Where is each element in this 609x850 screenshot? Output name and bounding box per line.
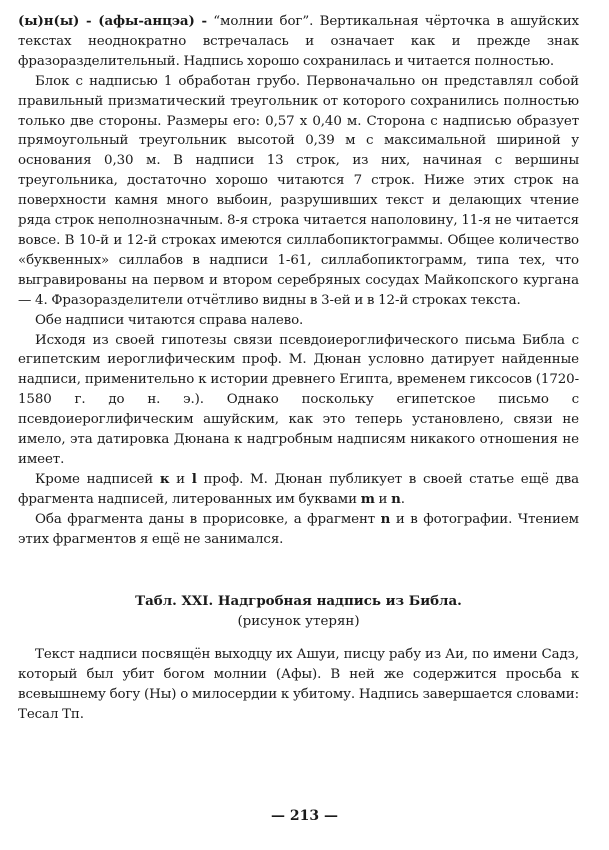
paragraph-5-end: . bbox=[400, 491, 405, 507]
paragraph-5-and-a: и bbox=[169, 471, 192, 487]
paragraph-6-text-a: Оба фрагмента даны в прорисовке, а фрагмент bbox=[35, 511, 381, 527]
paragraph-5-text-a: Кроме надписей bbox=[35, 471, 160, 487]
paragraph-7: Текст надписи посвящён выходцу их Ашуи, писцу рабу из Аи, по имени Садз, который был убит богом молнии (Афы). В ней же содержится просьба к всевышнему богу (Ны) о милосердии к убитому. Надпись завершается словами: Тесал Тп. bbox=[18, 647, 579, 722]
fragment-letter-m: m bbox=[360, 490, 375, 507]
fragment-letter-n-ref: n bbox=[380, 510, 391, 527]
paragraph-6 bbox=[18, 510, 579, 550]
section-spacer bbox=[18, 549, 579, 592]
fragment-letter-k: к bbox=[159, 470, 170, 487]
paragraph-1-text: “молнии бог”. Вертикальная чёрточка в ашуйских текстах неоднократно встречалась и означает как и прежде знак фразоразделительный. Надпись хорошо сохранилась и читается полностью. bbox=[18, 14, 580, 69]
paragraph-3: Обе надписи читаются справа налево. bbox=[35, 312, 304, 328]
paragraph-5-text-b: проф. М. Дюнан публикует в своей статье ещё два фрагмента надписей, литерованных им буквами bbox=[18, 471, 580, 507]
paragraph-5 bbox=[18, 470, 579, 510]
fragment-letter-l: l bbox=[191, 470, 197, 487]
paragraph-2: Блок с надписью 1 обработан грубо. Первоначально он представлял собой правильный призматический треугольник от которого сохранились полностью только две стороны. Размеры его: 0,57 х 0,40 м. Сторона с надписью образует прямоугольный треугольник высотой 0,39 м с максимальной шириной у основания 0,30 м. В надписи 13 строк, из них, начиная с вершины треугольника, достаточно хорошо читаются 7 строк. Ниже этих строк на поверхности камня много выбоин, разрушивших текст и делающих чтение ряда строк неполнозначным. 8-я строка читается наполовину, 11-я не читается вовсе. В 10-й и 12-й строках имеются силлабопиктограммы. Общее количество «буквенных» силлабов в надписи 1-61, силлабопиктограмм, типа тех, что выгравированы на первом и втором серебряных сосудах Майкопского кургана — 4. Фразоразделители отчётливо видны в 3-ей и в 12-й строках текста. bbox=[18, 73, 579, 308]
paragraph-5-and-b: и bbox=[374, 491, 392, 507]
section-subheading: (рисунок утерян) bbox=[237, 614, 360, 630]
heading-spacer bbox=[18, 632, 579, 645]
fragment-letter-n: n bbox=[391, 490, 401, 507]
paragraph-1 bbox=[18, 12, 579, 72]
section-heading-title: Табл. XXI. Надгробная надпись из Библа. bbox=[135, 593, 462, 610]
page-number: — 213 — bbox=[271, 808, 338, 824]
paragraph-6-text-b: и в фотографии. Чтением этих фрагментов я ещё не занимался. bbox=[18, 511, 579, 547]
paragraph-1-bold-lead: (ы)н(ы) - (афы-анцэа) - bbox=[18, 13, 207, 29]
paragraph-4: Исходя из своей гипотезы связи псевдоиероглифического письма Библа с египетским иероглифическим проф. М. Дюнан условно датирует найденные надписи, применительно к истории древнего Египта, временем гиксосов (1720-1580 г. до н. э.). Однако поскольку египетское письмо с псевдоиероглифическим ашуйским, как это теперь установлено, связи не имело, эта датировка Дюнана к надгробным надписям никакого отношения не имеет. bbox=[18, 332, 579, 467]
section-heading bbox=[18, 592, 579, 612]
